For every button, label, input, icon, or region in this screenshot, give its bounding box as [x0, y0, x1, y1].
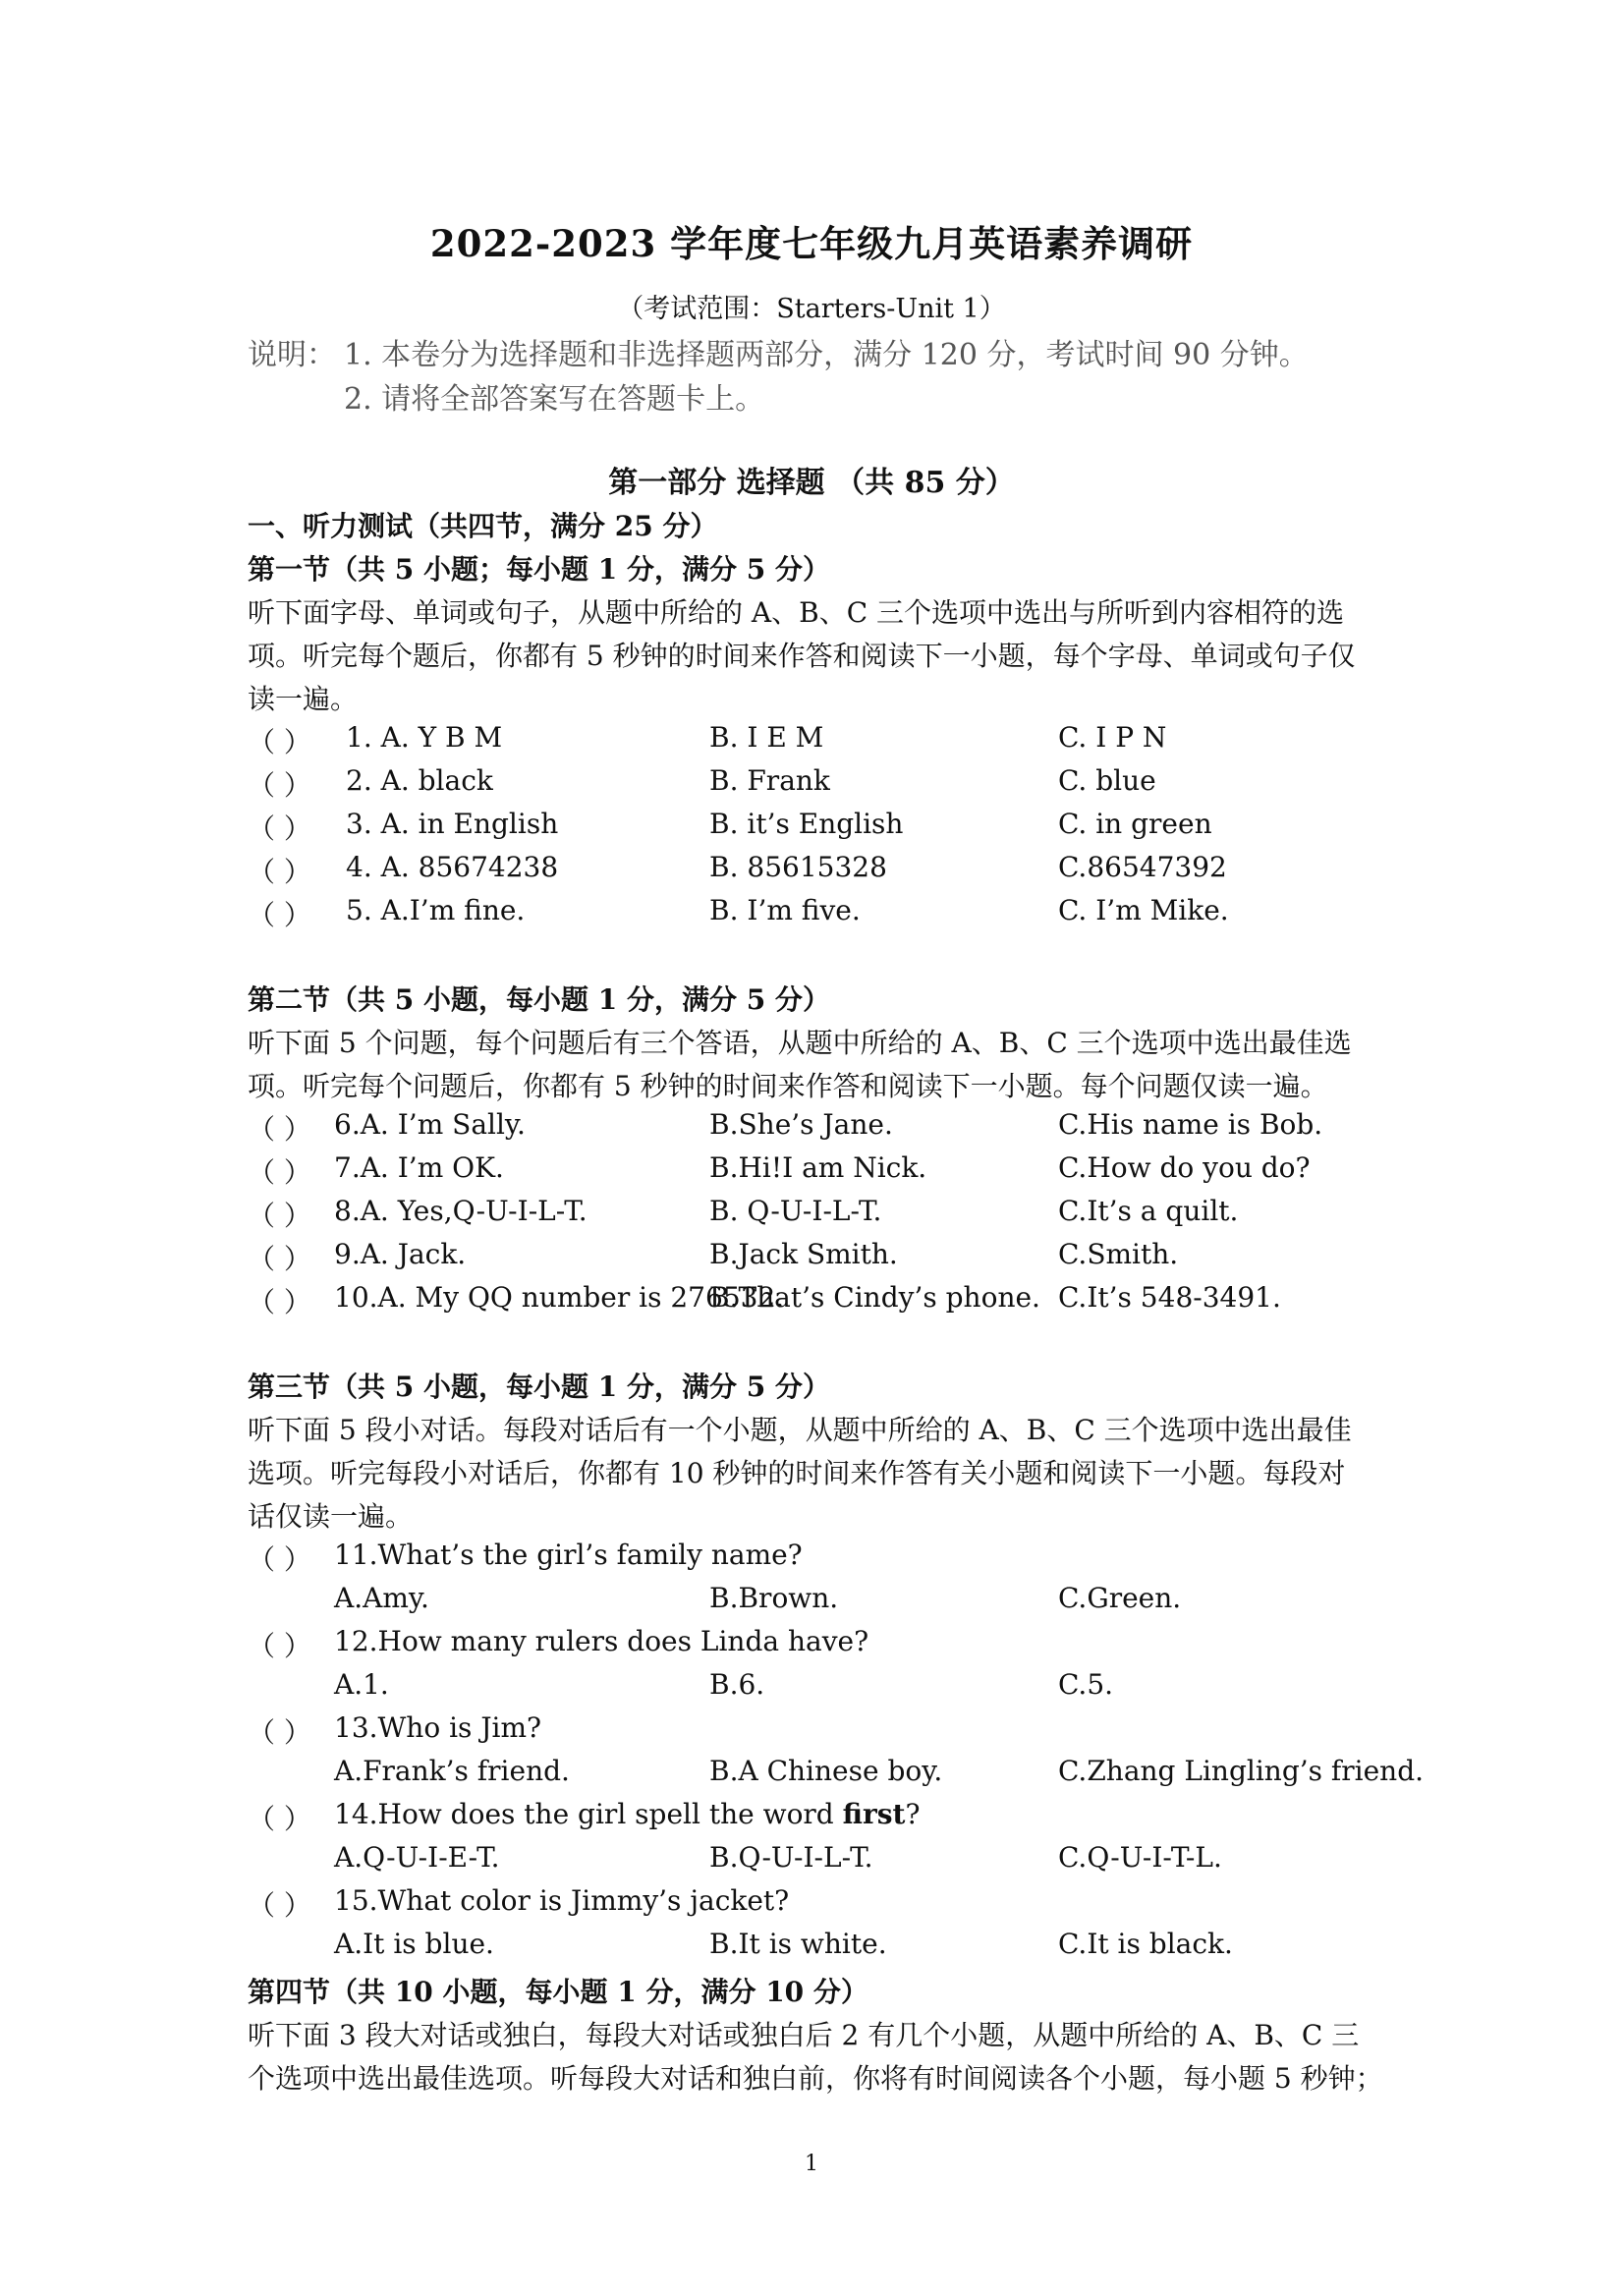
option-b: B.Jack Smith. [709, 1238, 898, 1270]
section-4-instruction-line: 个选项中选出最佳选项。听每段大对话和独白前，你将有时间阅读各个小题，每小题 5 秒钟； [248, 2062, 1383, 2095]
option-a: A.It is blue. [334, 1928, 494, 1960]
answer-blank: （ ） [248, 1889, 311, 1922]
bold-word: first [842, 1798, 906, 1830]
option-c: C.5. [1058, 1668, 1114, 1701]
option-b: B.Q-U-I-L-T. [709, 1841, 873, 1874]
section-4-heading: 第四节（共 10 小题，每小题 1 分，满分 10 分） [248, 1976, 868, 2008]
question-stem: 13.Who is Jim? [334, 1711, 542, 1744]
option-a: A.Frank’s friend. [334, 1755, 570, 1787]
section-2-instruction-line: 听下面 5 个问题，每个问题后有三个答语，从题中所给的 A、B、C 三个选项中选出最佳选 [248, 1027, 1352, 1059]
option-b: B. 85615328 [709, 851, 887, 883]
question-stem: 12.How many rulers does Linda have? [334, 1625, 869, 1657]
option-b: B. it’s English [709, 808, 904, 840]
option-c: C.Smith. [1058, 1238, 1179, 1270]
answer-blank: （ ） [248, 1243, 311, 1275]
option-c: C. blue [1058, 764, 1156, 797]
question-stem: 11.What’s the girl’s family name? [334, 1539, 803, 1571]
option-a: 7.A. I’m OK. [334, 1151, 504, 1184]
option-c: C.86547392 [1058, 851, 1227, 883]
option-a: 1. A. Y B M [346, 721, 503, 754]
exam-title: 2022-2023 学年度七年级九月英语素养调研 [429, 222, 1194, 265]
note-2: 2. 请将全部答案写在答题卡上。 [344, 382, 765, 417]
option-a: 3. A. in English [346, 808, 559, 840]
question-stem-end: ? [905, 1798, 921, 1830]
option-b: B.Brown. [709, 1582, 839, 1614]
section-1-instruction-line: 项。听完每个题后，你都有 5 秒钟的时间来作答和阅读下一小题，每个字母、单词或句子仅 [248, 640, 1356, 672]
option-b: B. I’m five. [709, 894, 861, 926]
note-1: 1. 本卷分为选择题和非选择题两部分，满分 120 分，考试时间 90 分钟。 [344, 338, 1309, 372]
option-b: B.Hi!I am Nick. [709, 1151, 927, 1184]
listening-section-heading: 一、听力测试（共四节，满分 25 分） [248, 510, 718, 542]
option-c: C.His name is Bob. [1058, 1108, 1323, 1141]
option-c: C.Zhang Lingling’s friend. [1058, 1755, 1425, 1787]
answer-blank: （ ） [248, 769, 311, 802]
option-a: 5. A.I’m fine. [346, 894, 526, 926]
option-c: C. in green [1058, 808, 1212, 840]
section-1-instruction-line: 听下面字母、单词或句子，从题中所给的 A、B、C 三个选项中选出与所听到内容相符的选 [248, 596, 1345, 629]
section-3-instruction-line: 听下面 5 段小对话。每段对话后有一个小题，从题中所给的 A、B、C 三个选项中选出最佳 [248, 1414, 1352, 1446]
section-2-heading: 第二节（共 5 小题，每小题 1 分，满分 5 分） [248, 983, 830, 1016]
section-3-heading: 第三节（共 5 小题，每小题 1 分，满分 5 分） [248, 1371, 830, 1403]
part-one-heading: 第一部分 选择题 （共 85 分） [608, 466, 1015, 500]
answer-blank: （ ） [248, 1286, 311, 1318]
option-c: C. I P N [1058, 721, 1167, 754]
section-4-instruction-line: 听下面 3 段大对话或独白，每段大对话或独白后 2 有几个小题，从题中所给的 A、B、C 三 [248, 2019, 1360, 2051]
answer-blank: （ ） [248, 1543, 311, 1576]
option-b: B. Q-U-I-L-T. [709, 1195, 882, 1227]
question-stem-text: 14.How does the girl spell the word [334, 1798, 843, 1830]
option-a: 6.A. I’m Sally. [334, 1108, 526, 1141]
question-stem: 15.What color is Jimmy’s jacket? [334, 1884, 790, 1917]
option-c: C.Green. [1058, 1582, 1182, 1614]
option-b: B.6. [709, 1668, 765, 1701]
option-a: 8.A. Yes,Q-U-I-L-T. [334, 1195, 588, 1227]
option-a: 10.A. My QQ number is 276532. [334, 1281, 785, 1314]
section-3-instruction-line: 话仅读一遍。 [248, 1500, 414, 1533]
option-c: C.It’s a quilt. [1058, 1195, 1239, 1227]
answer-blank: （ ） [248, 812, 311, 845]
option-b: B. I E M [709, 721, 824, 754]
answer-blank: （ ） [248, 1156, 311, 1189]
option-a: A.1. [334, 1668, 389, 1701]
option-c: C. I’m Mike. [1058, 894, 1229, 926]
page-number: 1 [805, 2152, 818, 2176]
option-a: 4. A. 85674238 [346, 851, 559, 883]
notes-label: 说明： [248, 338, 336, 372]
question-stem [334, 1798, 920, 1830]
answer-blank: （ ） [248, 726, 311, 758]
answer-blank: （ ） [248, 1630, 311, 1662]
option-b: B.It is white. [709, 1928, 887, 1960]
option-a: A.Q-U-I-E-T. [334, 1841, 500, 1874]
option-b: B.She’s Jane. [709, 1108, 893, 1141]
option-c: C.It is black. [1058, 1928, 1233, 1960]
option-a: 9.A. Jack. [334, 1238, 467, 1270]
answer-blank: （ ） [248, 1803, 311, 1835]
section-1-instruction-line: 读一遍。 [248, 683, 359, 715]
answer-blank: （ ） [248, 856, 311, 888]
option-b: B.That’s Cindy’s phone. [709, 1281, 1040, 1314]
answer-blank: （ ） [248, 1200, 311, 1232]
section-2-instruction-line: 项。听完每个问题后，你都有 5 秒钟的时间来作答和阅读下一小题。每个问题仅读一遍。 [248, 1070, 1328, 1102]
answer-blank: （ ） [248, 1716, 311, 1749]
option-b: B.A Chinese boy. [709, 1755, 943, 1787]
section-1-heading: 第一节（共 5 小题；每小题 1 分，满分 5 分） [248, 553, 830, 586]
option-a: 2. A. black [346, 764, 493, 797]
option-c: C.Q-U-I-T-L. [1058, 1841, 1222, 1874]
option-b: B. Frank [709, 764, 830, 797]
answer-blank: （ ） [248, 899, 311, 931]
option-c: C.How do you do? [1058, 1151, 1311, 1184]
option-a: A.Amy. [334, 1582, 429, 1614]
option-c: C.It’s 548-3491. [1058, 1281, 1281, 1314]
exam-scope: （考试范围：Starters-Unit 1） [617, 294, 1006, 324]
section-3-instruction-line: 选项。听完每段小对话后，你都有 10 秒钟的时间来作答有关小题和阅读下一小题。每段对 [248, 1457, 1346, 1489]
answer-blank: （ ） [248, 1113, 311, 1146]
